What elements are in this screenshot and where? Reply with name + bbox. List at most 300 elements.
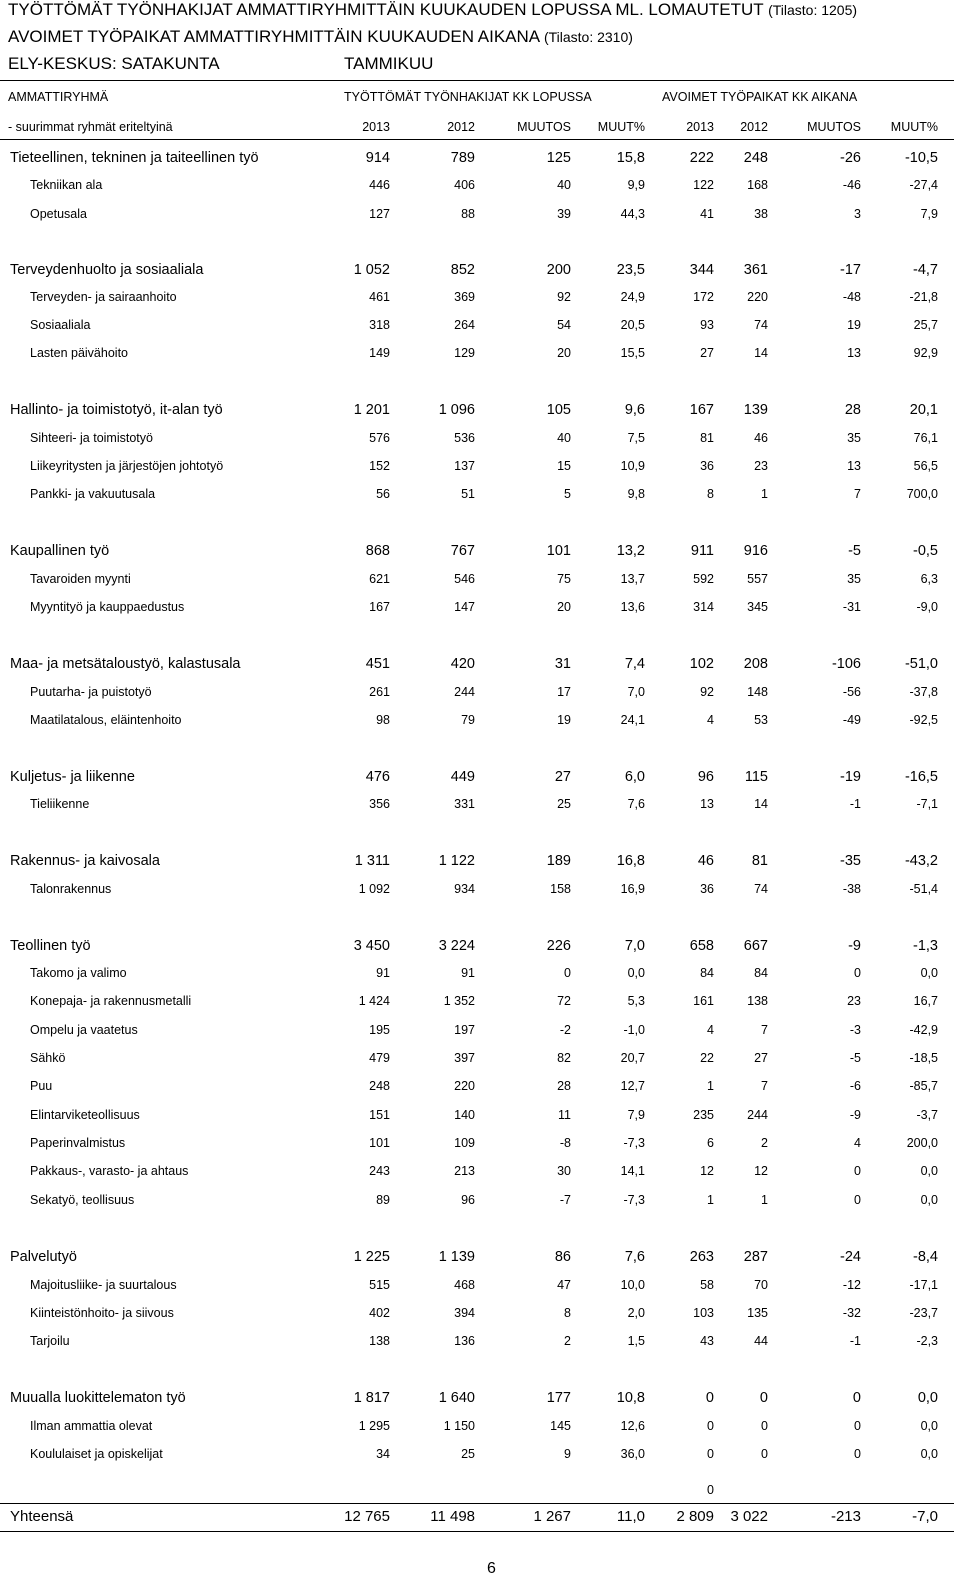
table-cell: 167 [369, 600, 390, 614]
table-cell: -2 [559, 1023, 571, 1037]
table-row [0, 797, 954, 817]
table-cell: -27,4 [909, 178, 938, 192]
table-cell: 7 [854, 487, 861, 501]
table-cell: 44,3 [620, 207, 645, 221]
table-cell: 7,6 [624, 1249, 645, 1265]
row-label: Myyntityö ja kauppaedustus [30, 600, 185, 614]
table-cell: 20,5 [620, 318, 645, 332]
table-cell: -31 [842, 600, 861, 614]
table-cell: 1 096 [438, 402, 475, 418]
table-cell: 19 [847, 318, 861, 332]
table-cell: -51,4 [909, 882, 938, 896]
table-cell: 10,0 [620, 1278, 645, 1292]
row-label: Maa- ja metsätaloustyö, kalastusala [10, 656, 241, 672]
table-cell: 2 [761, 1136, 768, 1150]
table-cell: -92,5 [909, 713, 938, 727]
total-cell: -7,0 [912, 1508, 938, 1525]
table-row [0, 543, 954, 563]
table-cell: 13 [700, 797, 714, 811]
table-cell: 22 [700, 1051, 714, 1065]
table-cell: 0,0 [920, 966, 938, 980]
table-cell: 92 [700, 685, 714, 699]
table-cell: -10,5 [904, 150, 938, 166]
table-cell: 16,8 [616, 853, 645, 869]
table-cell: 31 [554, 656, 571, 672]
table-cell: 479 [369, 1051, 390, 1065]
table-cell: 168 [747, 178, 768, 192]
table-cell: 263 [689, 1249, 714, 1265]
table-cell: 0,0 [920, 1419, 938, 1433]
table-cell: 92 [557, 290, 571, 304]
table-cell: 2 [564, 1334, 571, 1348]
table-cell: 331 [454, 797, 475, 811]
row-label: Rakennus- ja kaivosala [10, 853, 160, 869]
table-cell: 147 [454, 600, 475, 614]
column-header: 2013 [686, 120, 714, 134]
table-cell: 1 [761, 1193, 768, 1207]
row-label: Koululaiset ja opiskelijat [30, 1447, 163, 1461]
table-cell: 0 [854, 1419, 861, 1433]
table-cell: 0 [854, 1447, 861, 1461]
table-cell: -106 [831, 656, 861, 672]
row-label: Teollinen työ [10, 938, 91, 954]
table-cell: 137 [454, 459, 475, 473]
table-row [0, 487, 954, 507]
column-header: 2013 [362, 120, 390, 134]
table-cell: 244 [454, 685, 475, 699]
table-cell: 7,0 [627, 685, 645, 699]
table-cell: 264 [454, 318, 475, 332]
table-cell: 557 [747, 572, 768, 586]
table-cell: 356 [369, 797, 390, 811]
page-number: 6 [487, 1560, 496, 1577]
table-cell: 44 [754, 1334, 768, 1348]
table-cell: 89 [376, 1193, 390, 1207]
title-line-1-text: TYÖTTÖMÄT TYÖNHAKIJAT AMMATTIRYHMITTÄIN KUUKAUDEN LOPUSSA ML. LOMAUTETUT [8, 0, 764, 19]
row-label: Sähkö [30, 1051, 66, 1065]
table-row [0, 685, 954, 705]
table-cell: 103 [693, 1306, 714, 1320]
table-cell: -5 [849, 1051, 861, 1065]
title-line-1 [8, 0, 857, 20]
row-label: Puu [30, 1079, 53, 1093]
table-cell: 51 [461, 487, 475, 501]
table-cell: 25,7 [913, 318, 938, 332]
table-cell: -32 [842, 1306, 861, 1320]
table-cell: 200 [546, 262, 571, 278]
table-row [0, 290, 954, 310]
table-cell: 1 311 [354, 853, 390, 869]
table-cell: 4 [707, 1023, 714, 1037]
row-label: Puutarha- ja puistotyö [30, 685, 152, 699]
table-cell: -18,5 [909, 1051, 938, 1065]
table-cell: 122 [693, 178, 714, 192]
table-cell: -56 [842, 685, 861, 699]
row-label: Opetusala [30, 207, 87, 221]
row-label: Tavaroiden myynti [30, 572, 131, 586]
table-cell: 7 [761, 1079, 768, 1093]
table-cell: 135 [747, 1306, 768, 1320]
table-cell: -46 [842, 178, 861, 192]
title-line-2 [8, 27, 633, 47]
table-cell: 914 [365, 150, 390, 166]
table-cell: 5 [564, 487, 571, 501]
table-cell: 129 [454, 346, 475, 360]
table-cell: 0 [761, 1447, 768, 1461]
table-cell: -42,9 [909, 1023, 938, 1037]
table-cell: 14 [754, 797, 768, 811]
table-row [0, 600, 954, 620]
table-cell: 0 [564, 966, 571, 980]
table-row [0, 1193, 954, 1213]
row-label: Elintarviketeollisuus [30, 1108, 140, 1122]
table-cell: -17 [840, 262, 861, 278]
table-cell: 105 [546, 402, 571, 418]
table-cell: 148 [747, 685, 768, 699]
total-rule [0, 1503, 954, 1504]
table-cell: 406 [454, 178, 475, 192]
table-cell: 1 201 [353, 402, 390, 418]
row-label: Muualla luokittelematon työ [10, 1390, 186, 1406]
column-header: MUUT% [597, 120, 645, 134]
table-cell: 200,0 [906, 1136, 938, 1150]
total-cell: 12 765 [344, 1508, 390, 1525]
table-cell: 7,0 [624, 938, 645, 954]
table-row [0, 1051, 954, 1071]
table-cell: 145 [550, 1419, 571, 1433]
table-row [0, 1164, 954, 1184]
table-cell: 7,5 [627, 431, 645, 445]
table-cell: 4 [854, 1136, 861, 1150]
table-cell: 592 [693, 572, 714, 586]
header-rule [0, 139, 954, 140]
table-cell: 402 [369, 1306, 390, 1320]
table-cell: 476 [365, 769, 390, 785]
table-cell: 13,6 [620, 600, 645, 614]
table-cell: 13 [847, 346, 861, 360]
table-cell: 46 [754, 431, 768, 445]
table-row [0, 713, 954, 733]
table-cell: 27 [754, 1051, 768, 1065]
table-cell: 43 [700, 1334, 714, 1348]
table-cell: 700,0 [906, 487, 938, 501]
table-cell: 0,0 [627, 966, 645, 980]
table-cell: 47 [557, 1278, 571, 1292]
table-row [0, 207, 954, 227]
header-group: AMMATTIRYHMÄ [8, 90, 109, 104]
table-cell: -8,4 [913, 1249, 938, 1265]
table-cell: 0,0 [917, 1390, 938, 1406]
table-row [0, 1136, 954, 1156]
total-cell: 1 267 [533, 1508, 571, 1525]
table-cell: 8 [564, 1306, 571, 1320]
table-cell: 420 [450, 656, 475, 672]
table-cell: 39 [557, 207, 571, 221]
row-label: Terveyden- ja sairaanhoito [30, 290, 177, 304]
table-cell: 72 [557, 994, 571, 1008]
table-cell: 53 [754, 713, 768, 727]
table-cell: 446 [369, 178, 390, 192]
table-cell: 220 [747, 290, 768, 304]
table-cell: -26 [840, 150, 861, 166]
table-cell: 1,5 [627, 1334, 645, 1348]
table-cell: 451 [365, 656, 390, 672]
table-cell: 35 [847, 572, 861, 586]
table-row [0, 1390, 954, 1410]
table-cell: 79 [461, 713, 475, 727]
table-cell: 13,7 [620, 572, 645, 586]
row-label: Majoitusliike- ja suurtalous [30, 1278, 177, 1292]
row-label: Tekniikan ala [30, 178, 103, 192]
table-cell: 82 [557, 1051, 571, 1065]
table-cell: 15,5 [620, 346, 645, 360]
table-cell: 213 [454, 1164, 475, 1178]
row-label: Tarjoilu [30, 1334, 70, 1348]
table-cell: 1 817 [353, 1390, 390, 1406]
table-cell: 916 [743, 543, 768, 559]
table-cell: 244 [747, 1108, 768, 1122]
table-row [0, 1023, 954, 1043]
table-cell: 361 [743, 262, 768, 278]
table-cell: 9,9 [627, 178, 645, 192]
table-cell: 158 [550, 882, 571, 896]
table-cell: -37,8 [909, 685, 938, 699]
table-row [0, 1108, 954, 1128]
table-cell: 369 [454, 290, 475, 304]
table-cell: 15,8 [616, 150, 645, 166]
header-group-sub: - suurimmat ryhmät eriteltyinä [8, 120, 173, 134]
table-row [0, 769, 954, 789]
table-cell: 152 [369, 459, 390, 473]
table-cell: -9,0 [916, 600, 938, 614]
table-cell: -3 [849, 1023, 861, 1037]
table-cell: 58 [700, 1278, 714, 1292]
row-label: Kiinteistönhoito- ja siivous [30, 1306, 174, 1320]
table-row [0, 346, 954, 366]
table-row [0, 1306, 954, 1326]
table-row [0, 882, 954, 902]
table-cell: 17 [557, 685, 571, 699]
table-cell: 468 [454, 1278, 475, 1292]
table-cell: 1 424 [358, 994, 390, 1008]
row-label: Lasten päivähoito [30, 346, 128, 360]
table-cell: 7,4 [624, 656, 645, 672]
table-cell: -8 [559, 1136, 571, 1150]
row-label: Kaupallinen työ [10, 543, 110, 559]
table-cell: 197 [454, 1023, 475, 1037]
table-cell: 1 225 [353, 1249, 390, 1265]
row-label: Konepaja- ja rakennusmetalli [30, 994, 192, 1008]
table-cell: 35 [847, 431, 861, 445]
table-cell: 248 [369, 1079, 390, 1093]
table-cell: -43,2 [904, 853, 938, 869]
table-cell: -17,1 [909, 1278, 938, 1292]
table-cell: 102 [689, 656, 714, 672]
table-cell: 235 [693, 1108, 714, 1122]
row-label: Tieteellinen, tekninen ja taiteellinen työ [10, 150, 259, 166]
table-cell: 7,9 [627, 1108, 645, 1122]
table-cell: -3,7 [916, 1108, 938, 1122]
table-cell: 96 [461, 1193, 475, 1207]
table-cell: 3 450 [353, 938, 390, 954]
table-cell: 36 [700, 459, 714, 473]
table-cell: 13 [847, 459, 861, 473]
table-cell: 0 [761, 1419, 768, 1433]
table-cell: 934 [454, 882, 475, 896]
table-cell: -21,8 [909, 290, 938, 304]
total-row [0, 1508, 954, 1528]
table-cell: 12,6 [620, 1419, 645, 1433]
table-cell: 394 [454, 1306, 475, 1320]
table-cell: 136 [454, 1334, 475, 1348]
table-cell: 15 [557, 459, 571, 473]
table-cell: 461 [369, 290, 390, 304]
table-row [0, 402, 954, 422]
total-cell: 11 498 [430, 1508, 475, 1525]
table-cell: 222 [689, 150, 714, 166]
table-cell: -48 [842, 290, 861, 304]
table-cell: 0,0 [920, 1193, 938, 1207]
table-cell: 9 [564, 1447, 571, 1461]
table-cell: 149 [369, 346, 390, 360]
table-cell: 4 [707, 713, 714, 727]
row-label: Hallinto- ja toimistotyö, it-alan työ [10, 402, 223, 418]
table-cell: 81 [700, 431, 714, 445]
table-cell: 139 [743, 402, 768, 418]
title-line-2-stat: (Tilasto: 2310) [543, 29, 633, 45]
table-cell: 1 150 [443, 1419, 475, 1433]
table-cell: 318 [369, 318, 390, 332]
table-cell: 344 [689, 262, 714, 278]
row-label: Ompelu ja vaatetus [30, 1023, 138, 1037]
table-cell: -1,3 [913, 938, 938, 954]
table-row [0, 318, 954, 338]
table-row [0, 150, 954, 170]
table-cell: 852 [450, 262, 475, 278]
table-cell: 84 [700, 966, 714, 980]
table-cell: -7,3 [623, 1193, 645, 1207]
row-label: Palvelutyö [10, 1249, 77, 1265]
table-cell: 0,0 [920, 1164, 938, 1178]
table-cell: 91 [376, 966, 390, 980]
table-row [0, 966, 954, 986]
row-label: Pakkaus-, varasto- ja ahtaus [30, 1164, 189, 1178]
header-unemployed: TYÖTTÖMÄT TYÖNHAKIJAT KK LOPUSSA [344, 90, 592, 104]
table-cell: 56,5 [913, 459, 938, 473]
table-cell: -2,3 [916, 1334, 938, 1348]
table-cell: 9,8 [627, 487, 645, 501]
table-cell: 20 [557, 600, 571, 614]
table-cell: 1 352 [443, 994, 475, 1008]
table-cell: 115 [744, 769, 768, 785]
table-cell: 25 [461, 1447, 475, 1461]
table-cell: -19 [840, 769, 861, 785]
table-cell: 12 [700, 1164, 714, 1178]
table-cell: -51,0 [904, 656, 938, 672]
table-cell: 248 [743, 150, 768, 166]
total-cell: -213 [830, 1508, 861, 1525]
table-cell: 3 224 [438, 938, 475, 954]
table-cell: 576 [369, 431, 390, 445]
table-cell: 13,2 [616, 543, 645, 559]
table-row [0, 459, 954, 479]
table-cell: 1 052 [353, 262, 390, 278]
table-cell: 161 [693, 994, 714, 1008]
table-cell: 1 [707, 1079, 714, 1093]
table-row [0, 1334, 954, 1354]
table-cell: -1 [849, 1334, 861, 1348]
table-cell: 208 [743, 656, 768, 672]
table-cell: -12 [842, 1278, 861, 1292]
row-label: Takomo ja valimo [30, 966, 127, 980]
table-cell: 19 [557, 713, 571, 727]
table-cell: 23 [847, 994, 861, 1008]
table-cell: -23,7 [909, 1306, 938, 1320]
table-cell: 25 [557, 797, 571, 811]
table-cell: 172 [693, 290, 714, 304]
table-cell: 0 [707, 1419, 714, 1433]
table-cell: 0 [759, 1390, 768, 1406]
table-cell: 515 [369, 1278, 390, 1292]
total-cell: 3 022 [730, 1508, 768, 1525]
column-header: 2012 [447, 120, 475, 134]
table-cell: 75 [557, 572, 571, 586]
row-label: Liikeyritysten ja järjestöjen johtotyö [30, 459, 224, 473]
table-cell: 70 [754, 1278, 768, 1292]
bottom-rule [0, 1531, 954, 1532]
row-label: Kuljetus- ja liikenne [10, 769, 135, 785]
row-label: Tieliikenne [30, 797, 90, 811]
table-cell: 195 [369, 1023, 390, 1037]
table-row [0, 1278, 954, 1298]
table-cell: 40 [557, 431, 571, 445]
region-label: ELY-KESKUS: SATAKUNTA [8, 54, 220, 73]
table-cell: 9,6 [624, 402, 645, 418]
column-header: MUUT% [890, 120, 938, 134]
column-header: MUUTOS [807, 120, 861, 134]
table-cell: -35 [840, 853, 861, 869]
table-cell: 16,9 [620, 882, 645, 896]
table-cell: 0 [854, 1193, 861, 1207]
table-cell: 109 [454, 1136, 475, 1150]
table-cell: 14 [754, 346, 768, 360]
table-cell: 345 [747, 600, 768, 614]
table-cell: 868 [365, 543, 390, 559]
table-cell: 23 [754, 459, 768, 473]
table-cell: 28 [844, 402, 861, 418]
table-cell: 11 [558, 1108, 571, 1122]
table-cell: 261 [369, 685, 390, 699]
table-cell: 0 [705, 1390, 714, 1406]
table-cell: 74 [754, 318, 768, 332]
table-cell: 27 [554, 769, 571, 785]
row-label: Yhteensä [10, 1508, 74, 1525]
table-row [0, 853, 954, 873]
table-cell: 20,7 [620, 1051, 645, 1065]
table-cell: 27 [700, 346, 714, 360]
table-cell: 98 [376, 713, 390, 727]
table-cell: 151 [369, 1108, 390, 1122]
table-cell: 14,1 [620, 1164, 645, 1178]
table-cell: 177 [546, 1390, 571, 1406]
table-row [0, 1447, 954, 1467]
table-cell: 138 [369, 1334, 390, 1348]
table-cell: 789 [450, 150, 475, 166]
table-cell: 36,0 [620, 1447, 645, 1461]
row-label: Terveydenhuolto ja sosiaaliala [10, 262, 204, 278]
table-cell: 8 [707, 487, 714, 501]
table-cell: 20 [557, 346, 571, 360]
